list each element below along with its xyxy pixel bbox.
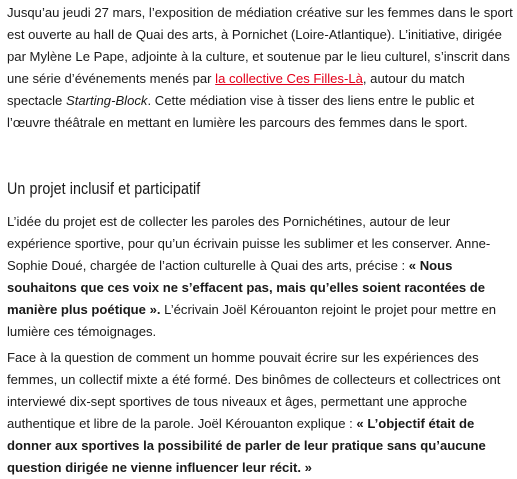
doue-quote: « Nous souhaitons que ces voix ne s’effacent pas, mais qu’elles soient racontées de manière plus poétique ». [7, 258, 486, 317]
intro-text-end: . Cette médiation vise à tisser des liens entre le public et l’œuvre théâtrale en mettant en lumière les parcours des femmes dans le sport. [7, 93, 475, 130]
section-heading: Un projet inclusif et participatif [7, 179, 201, 198]
collective-paragraph [7, 347, 515, 479]
project-text-end: L’écrivain Joël Kérouanton rejoint le projet pour mettre en lumière ces témoignages. [7, 302, 497, 339]
intro-text-continued: , autour du match spectacle [7, 71, 465, 108]
intro-text: Jusqu’au jeudi 27 mars, l’exposition de médiation créative sur les femmes dans le sport est ouverte au hall de Quai des arts, à Pornichet (Loire-Atlantique). L’initiative, dirigée par Mylène Le Pape, adjointe à la culture, et soutenue par le lieu culturel, s’inscrit dans une série d’événements menés par [7, 5, 513, 86]
show-title: Starting-Block [65, 93, 148, 108]
project-paragraph [7, 211, 515, 343]
collective-text: Face à la question de comment un homme pouvait écrire sur les expériences des femmes, un collectif mixte a été formé. Des binômes de collecteurs et collectrices ont interviewé dix-sept sportives de tous niveaux et âges, permettant une approche authentique et libre de la parole. Joël Kérouanton explique : [7, 350, 501, 431]
intro-paragraph [7, 2, 515, 134]
kerouanton-quote: « L’objectif était de donner aux sportives la possibilité de parler de leur pratique sans qu’aucune question dirigée ne vienne influencer leur récit. » [7, 416, 486, 475]
project-text: L’idée du projet est de collecter les paroles des Pornichétines, autour de leur expérience sportive, pour qu’un écrivain puisse les sublimer et les conserver. Anne-Sophie Doué, chargée de l’action culturelle à Quai des arts, précise : [7, 214, 491, 273]
ces-filles-la-link[interactable]: la collective Ces Filles-Là [215, 71, 363, 86]
